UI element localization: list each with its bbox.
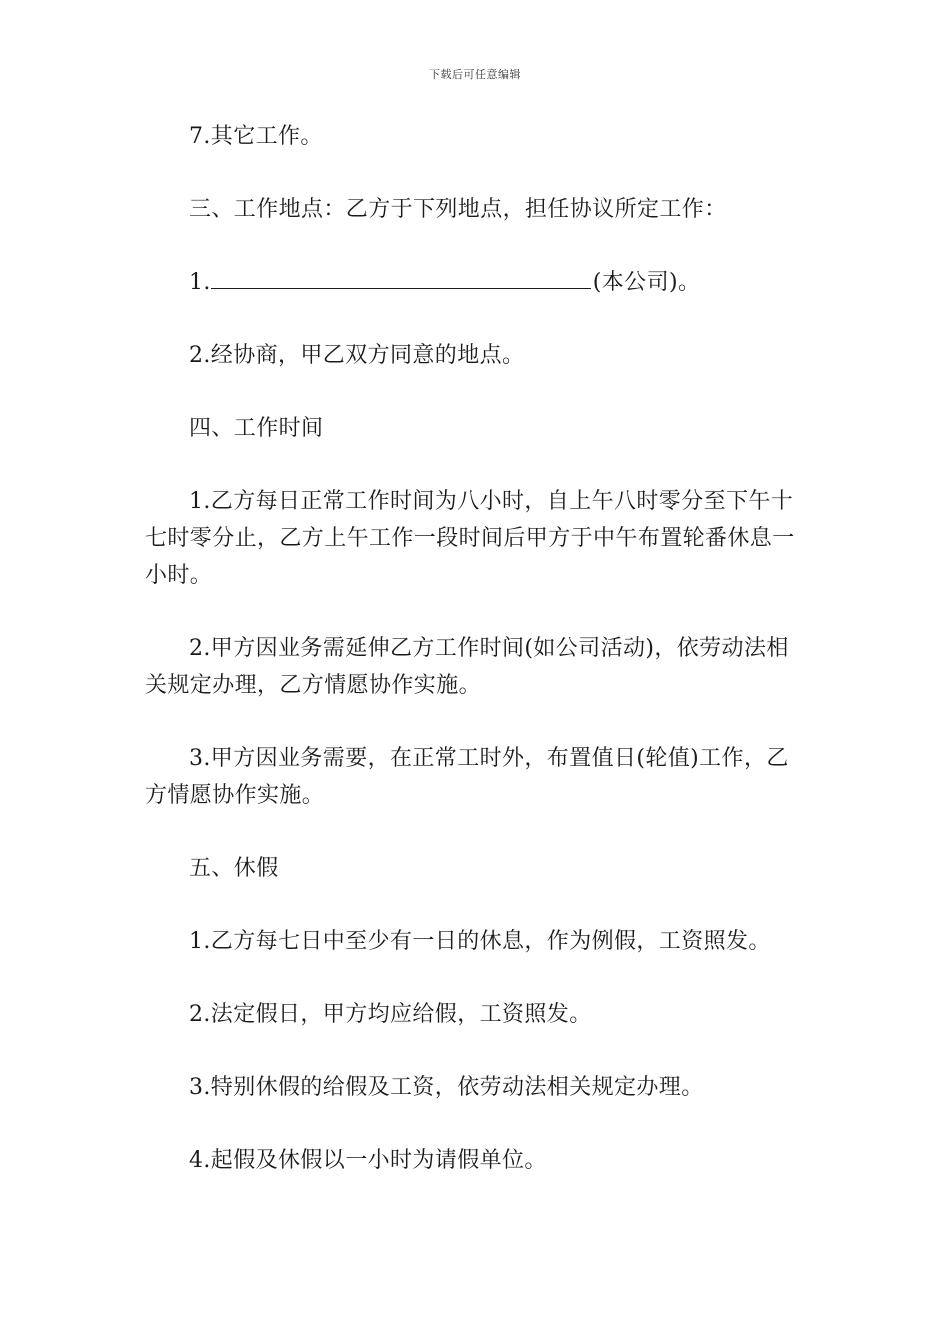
paragraph-work-hours-2: 2.甲方因业务需延伸乙方工作时间(如公司活动)，依劳动法相关规定办理，乙方情愿协作实施。	[145, 636, 789, 698]
paragraph-work-hours-1: 1.乙方每日正常工作时间为八小时，自上午八时零分至下午十七时零分止，乙方上午工作一段时间后甲方于中午布置轮番休息一小时。	[145, 489, 795, 588]
paragraph-location-1	[145, 264, 810, 301]
paragraph-leave-1: 1.乙方每七日中至少有一日的休息，作为例假，工资照发。	[189, 929, 771, 954]
location-1-suffix: (本公司)。	[592, 270, 701, 295]
location-1-prefix: 1.	[189, 270, 211, 295]
section-heading-work-location: 三、工作地点：乙方于下列地点，担任协议所定工作：	[189, 197, 727, 222]
paragraph-work-hours-3: 3.甲方因业务需要，在正常工时外，布置值日(轮值)工作，乙方情愿协作实施。	[145, 746, 789, 808]
document-body	[145, 118, 810, 1179]
paragraph-location-2: 2.经协商，甲乙双方同意的地点。	[189, 343, 525, 368]
page-header: 下载后可任意编辑	[429, 68, 521, 81]
section-heading-work-hours: 四、工作时间	[189, 416, 324, 441]
paragraph-leave-3: 3.特别休假的给假及工资，依劳动法相关规定办理。	[189, 1075, 704, 1100]
section-heading-leave: 五、休假	[189, 856, 279, 881]
paragraph-leave-2: 2.法定假日，甲方均应给假，工资照发。	[189, 1002, 592, 1027]
fill-in-blank-line	[211, 266, 591, 289]
paragraph-leave-4: 4.起假及休假以一小时为请假单位。	[189, 1148, 547, 1173]
paragraph-other-work: 7.其它工作。	[189, 124, 323, 149]
